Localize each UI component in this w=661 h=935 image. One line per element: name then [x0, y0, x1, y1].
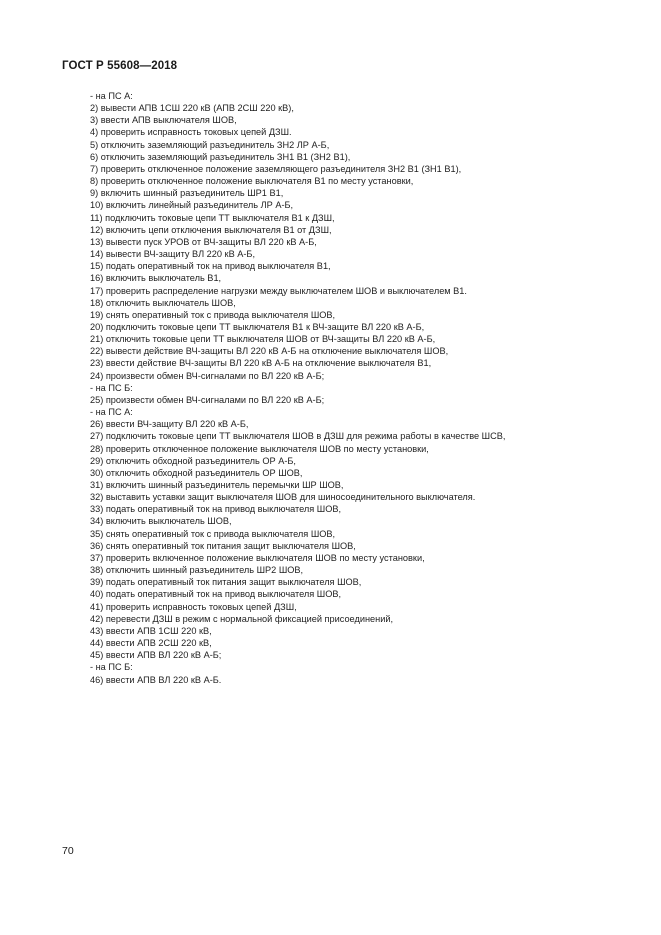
document-line: 39) подать оперативный ток питания защит выключателя ШОВ, [90, 577, 362, 588]
document-body [90, 90, 630, 686]
document-line: 41) проверить исправность токовых цепей ДЗШ, [90, 601, 297, 612]
document-header: ГОСТ Р 55608—2018 [62, 60, 178, 72]
document-line: 35) снять оперативный ток с привода выключателя ШОВ, [90, 528, 336, 539]
document-line: 8) проверить отключенное положение выключателя В1 по месту установки, [90, 176, 414, 187]
document-line: 15) подать оперативный ток на привод выключателя В1, [90, 261, 331, 272]
document-line: 31) включить шинный разъединитель перемычки ШР ШОВ, [90, 480, 344, 490]
document-line: 17) проверить распределение нагрузки между выключателем ШОВ и выключателем В1. [90, 285, 467, 296]
document-line: 29) отключить обходной разъединитель ОР А-Б, [90, 455, 296, 466]
document-line: 2) вывести АПВ 1СШ 220 кВ (АПВ 2СШ 220 кВ), [90, 103, 294, 114]
document-line: 20) подключить токовые цепи ТТ выключателя В1 к ВЧ-защите ВЛ 220 кВ А-Б, [90, 321, 425, 332]
document-line: 30) отключить обходной разъединитель ОР ШОВ, [90, 467, 303, 478]
document-line: 28) проверить отключенное положение выключателя ШОВ по месту установки, [90, 443, 429, 454]
document-line: 37) проверить включенное положение выключателя ШОВ по месту установки, [90, 552, 425, 563]
document-line: 44) ввести АПВ 2СШ 220 кВ, [90, 638, 212, 649]
document-line: 40) подать оперативный ток на привод выключателя ШОВ, [90, 589, 342, 600]
document-line: 5) отключить заземляющий разъединитель ЗН2 ЛР А-Б, [90, 139, 330, 150]
document-line: 21) отключить токовые цепи ТТ выключателя ШОВ от ВЧ-защиты ВЛ 220 кВ А-Б, [90, 334, 436, 345]
document-line: 23) ввести действие ВЧ-защиты ВЛ 220 кВ А-Б на отключение выключателя В1, [90, 358, 432, 369]
document-line: 34) включить выключатель ШОВ, [90, 516, 232, 527]
document-line: 10) включить линейный разъединитель ЛР А-Б, [90, 200, 294, 211]
document-line: 6) отключить заземляющий разъединитель ЗН1 В1 (ЗН2 В1), [90, 151, 351, 162]
document-line: 7) проверить отключенное положение заземляющего разъединителя ЗН2 В1 (ЗН1 В1), [90, 163, 462, 174]
document-line: 14) вывести ВЧ-защиту ВЛ 220 кВ А-Б, [90, 249, 256, 260]
document-line: 42) перевести ДЗШ в режим с нормальной фиксацией присоединений, [90, 613, 394, 624]
document-line: - на ПС Б: [90, 382, 133, 393]
document-line: - на ПС Б: [90, 662, 133, 673]
document-line: 26) ввести ВЧ-защиту ВЛ 220 кВ А-Б, [90, 419, 249, 430]
document-line: 32) выставить уставки защит выключателя ШОВ для шиносоединительного выключателя. [90, 492, 476, 503]
document-line: 16) включить выключатель В1, [90, 273, 222, 284]
document-line: 45) ввести АПВ ВЛ 220 кВ А-Б; [90, 650, 222, 661]
document-line: 9) включить шинный разъединитель ШР1 В1, [90, 188, 284, 199]
document-line: 18) отключить выключатель ШОВ, [90, 297, 236, 308]
document-line: - на ПС А: [90, 407, 133, 418]
document-line: 19) снять оперативный ток с привода выключателя ШОВ, [90, 309, 336, 320]
document-line: 22) вывести действие ВЧ-защиты ВЛ 220 кВ А-Б на отключение выключателя ШОВ, [90, 346, 449, 357]
page-number: 70 [62, 845, 74, 857]
document-line: 46) ввести АПВ ВЛ 220 кВ А-Б. [90, 674, 222, 685]
document-line: 33) подать оперативный ток на привод выключателя ШОВ, [90, 504, 342, 515]
document-line: 38) отключить шинный разъединитель ШР2 ШОВ, [90, 565, 304, 576]
document-line: - на ПС А: [90, 91, 133, 101]
document-line: 25) произвести обмен ВЧ-сигналами по ВЛ 220 кВ А-Б; [90, 394, 325, 405]
document-line: 36) снять оперативный ток питания защит выключателя ШОВ, [90, 540, 356, 551]
document-line: 13) вывести пуск УРОВ от ВЧ-защиты ВЛ 220 кВ А-Б, [90, 236, 317, 247]
document-line: 4) проверить исправность токовых цепей ДЗШ. [90, 127, 292, 138]
document-line: 11) подключить токовые цепи ТТ выключателя В1 к ДЗШ, [90, 212, 335, 223]
document-line: 24) произвести обмен ВЧ-сигналами по ВЛ 220 кВ А-Б; [90, 370, 325, 381]
document-line: 43) ввести АПВ 1СШ 220 кВ, [90, 625, 212, 636]
document-line: 12) включить цепи отключения выключателя В1 от ДЗШ, [90, 224, 332, 235]
document-line: 27) подключить токовые цепи ТТ выключателя ШОВ в ДЗШ для режима работы в качестве ШСВ, [90, 431, 506, 442]
document-line: 3) ввести АПВ выключателя ШОВ, [90, 115, 237, 126]
